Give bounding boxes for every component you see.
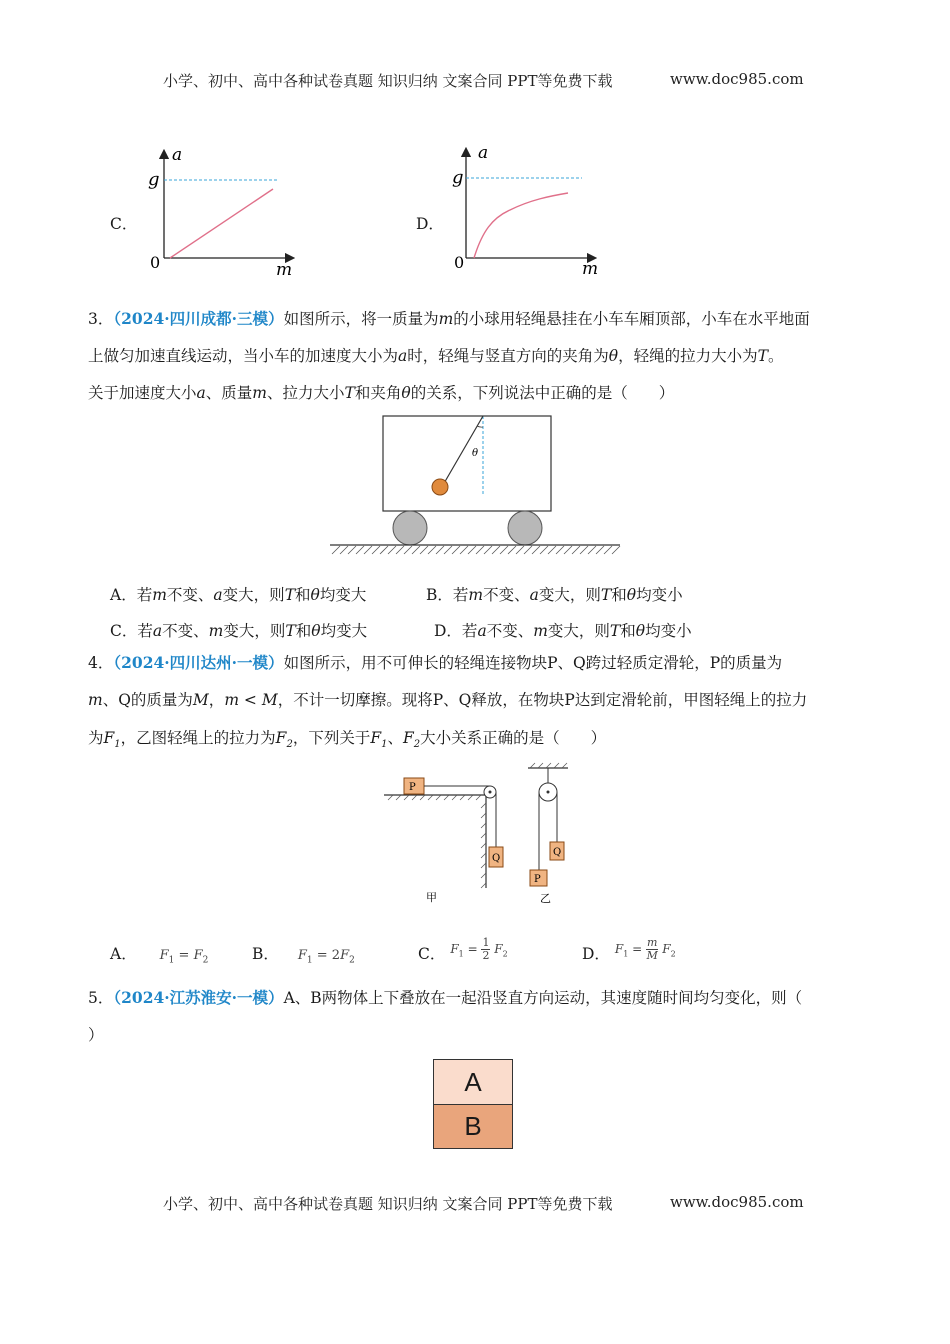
origin-label: 0 — [150, 253, 161, 272]
table-side-hatch — [481, 803, 486, 888]
header-url[interactable]: www.doc985.com — [670, 70, 804, 88]
q5-line1: 5．（2024·江苏淮安·一模）A、B两物体上下叠放在一起沿竖直方向运动，其速度随时间均匀变化，则（ — [88, 988, 803, 1007]
origin-label: 0 — [454, 253, 465, 272]
q4-option-b[interactable]: B． $F_1 = 2F_2$ — [252, 945, 355, 966]
q3-option-a[interactable]: A．若m不变、a变大，则T和θ均变大 — [110, 586, 367, 604]
q5-line2: ） — [88, 1026, 104, 1044]
cart-body — [383, 416, 551, 511]
block-q-yi-label: Q — [553, 847, 562, 858]
q3-option-b[interactable]: B．若m不变、a变大，则T和θ均变小 — [426, 586, 683, 604]
g-label: g — [452, 167, 464, 188]
q3-option-c[interactable]: C．若a不变、m变大，则T和θ均变大 — [110, 622, 368, 640]
block-p-jia-label: P — [409, 782, 416, 793]
block-q-jia-label: Q — [492, 853, 501, 864]
footer-text: 小学、初中、高中各种试卷真题 知识归纳 文案合同 PPT等免费下载 — [163, 1195, 613, 1213]
option-c-label: C． — [110, 215, 138, 233]
left-wheel — [393, 511, 427, 545]
q4-pulley-figure — [378, 760, 578, 910]
graph-c — [140, 140, 310, 280]
q4-line3: 为$F_1$，乙图轻绳上的拉力为$F_2$，下列关于$F_1$、$F_2$大小关系正确的是（ ） — [88, 729, 607, 751]
option-d-label: D． — [416, 215, 444, 233]
block-b: B — [434, 1105, 512, 1148]
figure-yi-label: 乙 — [540, 892, 551, 905]
block-a: A — [434, 1060, 512, 1105]
pulley-yi-axle — [547, 791, 550, 794]
q3-line1: 3．（2024·四川成都·三模）如图所示，将一质量为m的小球用轻绳悬挂在小车车厢顶部，小车在水平地面 — [88, 309, 810, 328]
block-p-yi-label: P — [534, 874, 541, 885]
x-axis-label: m — [582, 259, 599, 279]
q5-stacked-blocks — [433, 1059, 513, 1149]
figure-jia-label: 甲 — [426, 891, 437, 904]
y-axis-label: a — [172, 145, 183, 165]
table-hatch — [388, 795, 481, 800]
g-label: g — [148, 169, 160, 190]
q3-line2: 上做匀加速直线运动，当小车的加速度大小为a时，轻绳与竖直方向的夹角为θ，轻绳的拉力大小为T。 — [88, 347, 784, 365]
footer-url[interactable]: www.doc985.com — [670, 1193, 804, 1211]
ball — [432, 479, 448, 495]
q4-source: （2024·四川达州·一模） — [113, 653, 284, 672]
q4-line2: m、Q的质量为M，m < M，不计一切摩擦。现将P、Q释放，在物块P达到定滑轮前，甲图轻绳上的拉力 — [88, 691, 808, 709]
q3-source: （2024·四川成都·三模） — [113, 309, 284, 328]
header-text: 小学、初中、高中各种试卷真题 知识归纳 文案合同 PPT等免费下载 — [163, 72, 613, 90]
q5-source: （2024·江苏淮安·一模） — [113, 988, 284, 1007]
q3-option-d[interactable]: D．若a不变、m变大，则T和θ均变小 — [434, 622, 692, 640]
q3-cart-figure — [326, 412, 626, 562]
q4-option-c[interactable]: C． $^{F_1 = \frac{1}{2} F_2}$ — [418, 936, 508, 963]
ground-hatch — [332, 546, 620, 554]
linear-curve — [170, 189, 273, 258]
pulley-jia-axle — [489, 791, 492, 794]
x-axis-label: m — [276, 260, 293, 280]
q4-line1: 4．（2024·四川达州·一模）如图所示，用不可伸长的轻绳连接物块P、Q跨过轻质定滑轮，P的质量为 — [88, 653, 783, 672]
q3-line3: 关于加速度大小a、质量m、拉力大小T和夹角θ的关系，下列说法中正确的是（ ） — [88, 384, 675, 402]
ceiling-hatch — [530, 763, 567, 768]
q4-option-a[interactable]: A． $F_1 = F_2$ — [110, 945, 209, 966]
right-wheel — [508, 511, 542, 545]
saturating-curve — [474, 193, 568, 258]
y-axis-label: a — [478, 143, 489, 163]
q4-option-d[interactable]: D． $^{F_1 = \frac{m}{M} F_2}$ — [582, 936, 676, 963]
theta-label: θ — [472, 448, 479, 459]
graph-d — [442, 140, 612, 280]
